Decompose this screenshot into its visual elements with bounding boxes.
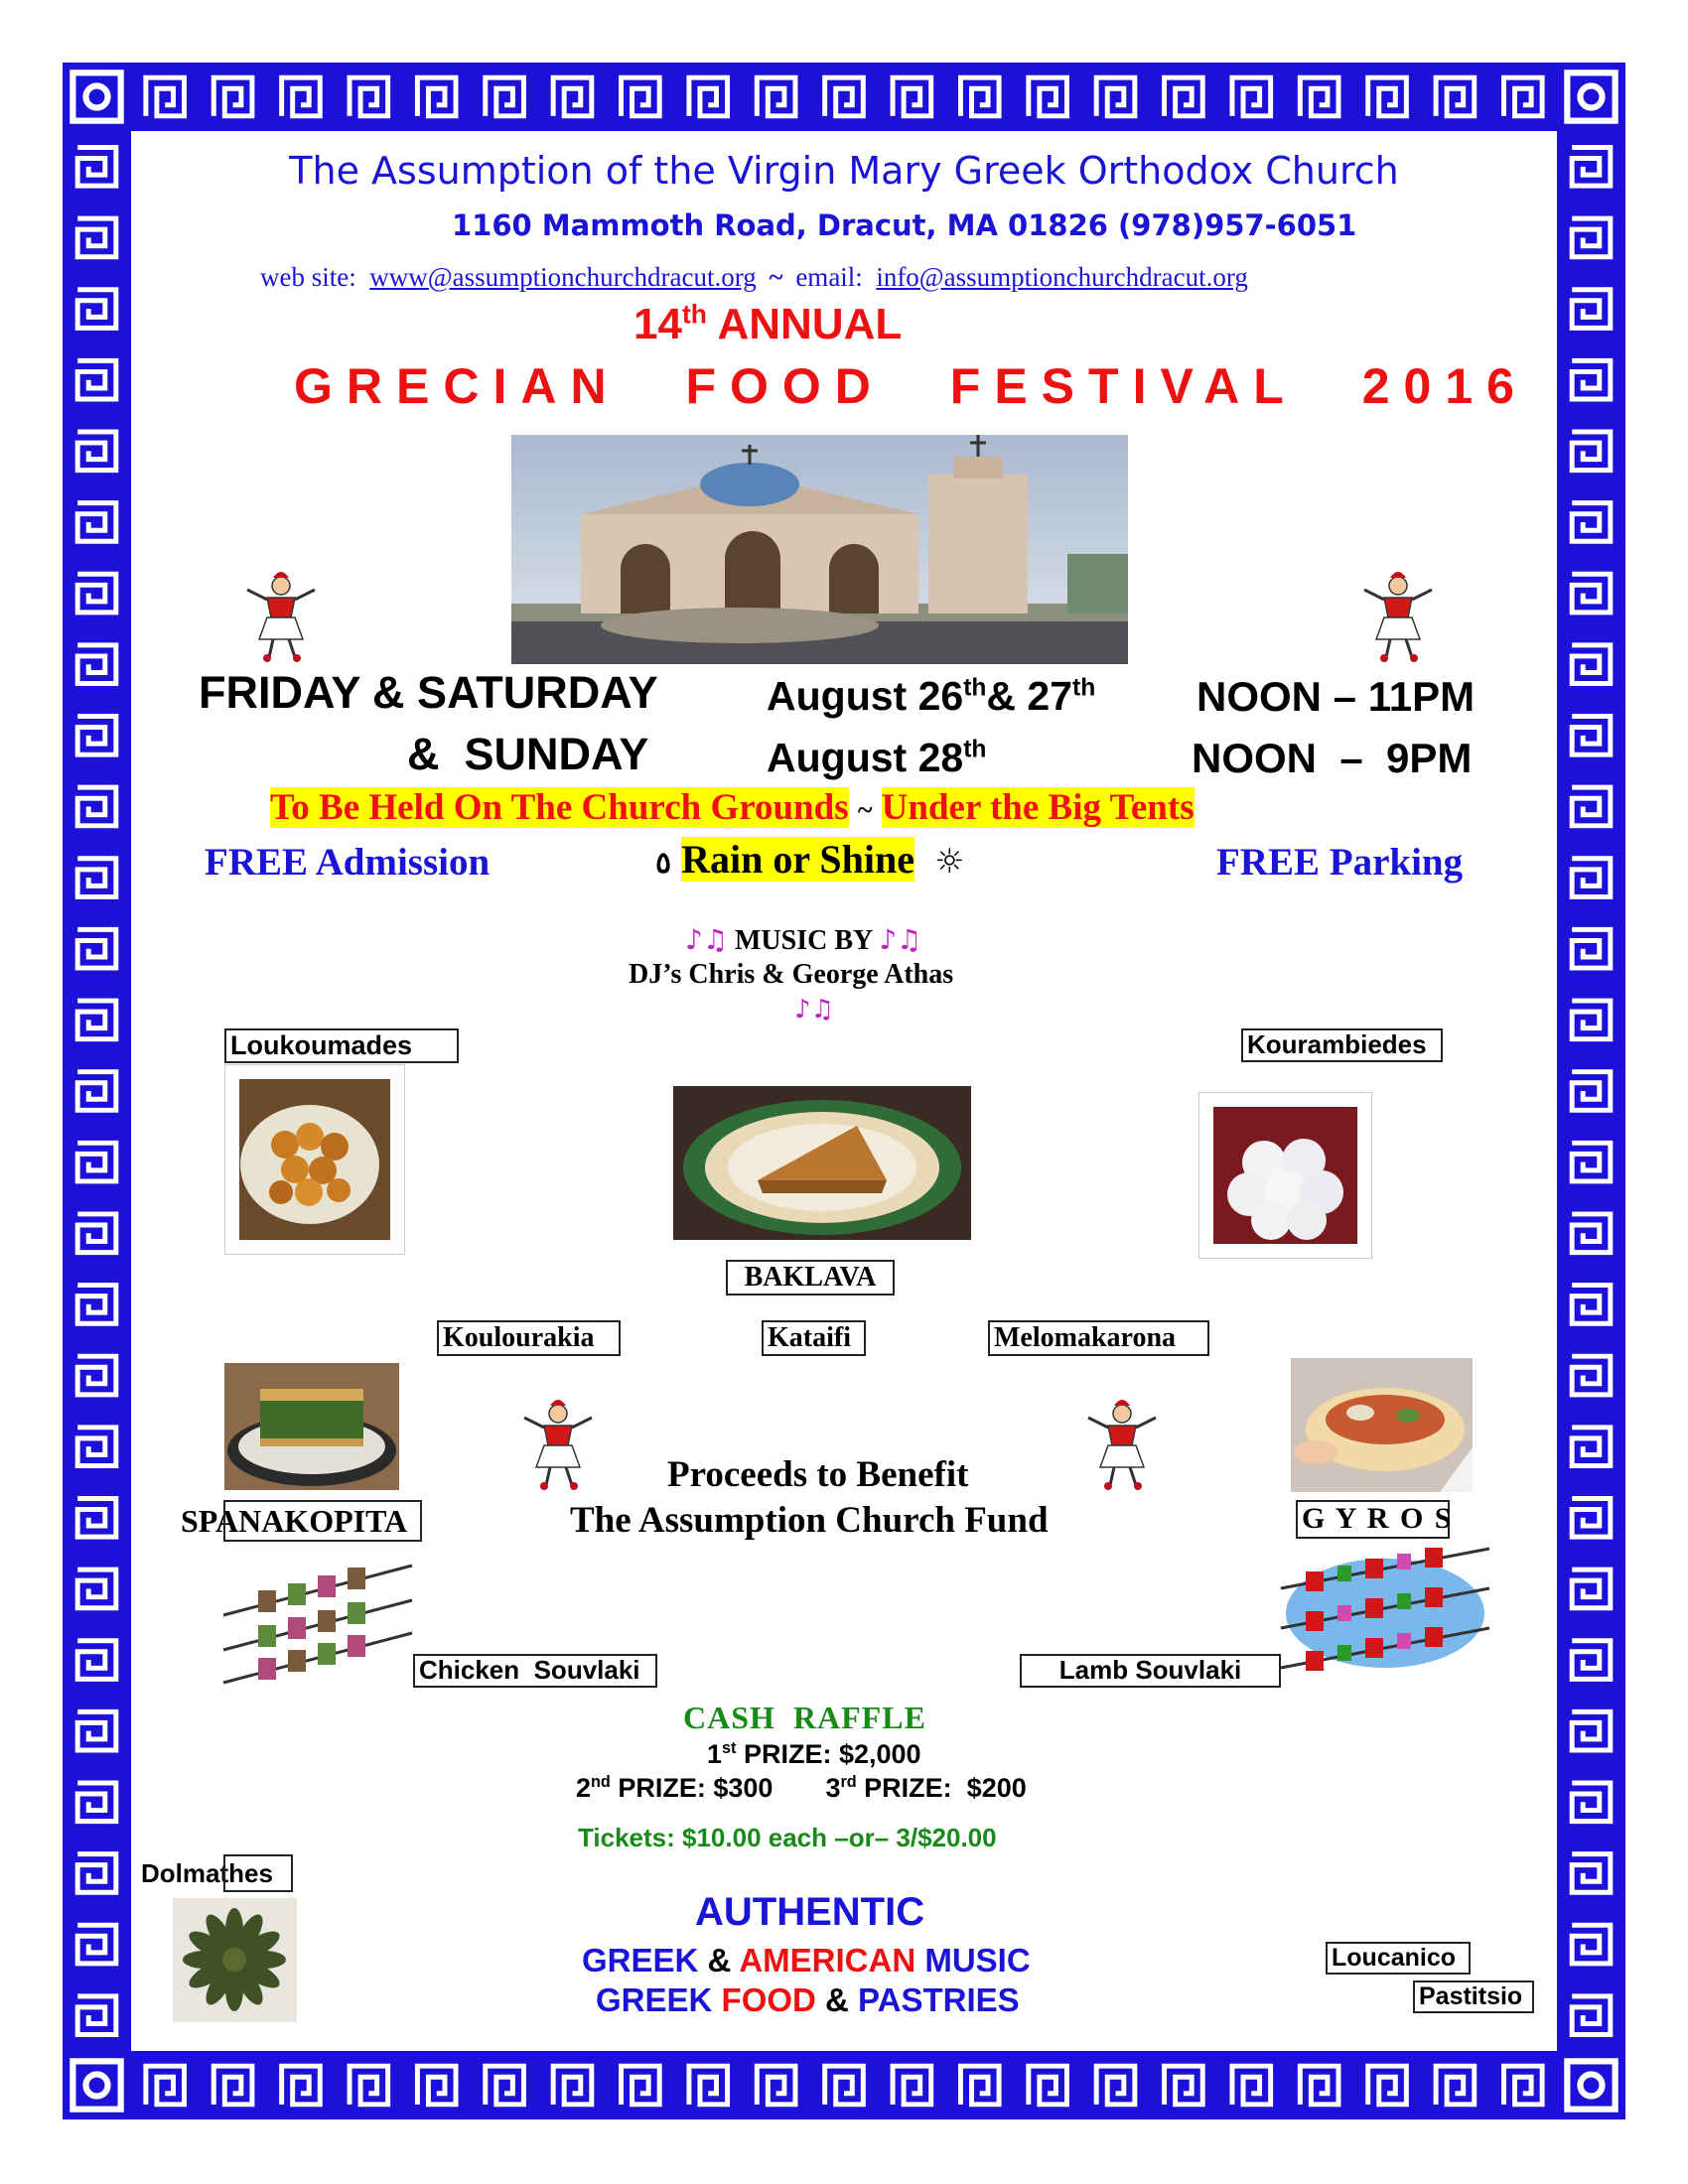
greek-key-tile [213,2066,252,2105]
greek-key-tile [1300,2066,1338,2105]
greek-key-tile [893,77,931,116]
greek-key-tile [77,1072,116,1111]
free-parking: FREE Parking [1216,841,1464,884]
website-label: web site: [260,262,356,292]
prize-text: PRIZE: $300 [618,1773,774,1803]
authentic-word: GREEK [582,1942,699,1979]
greek-key-tile [1029,2066,1067,2105]
authentic-word: PASTRIES [858,1981,1020,2018]
greek-key-tile [1572,1570,1611,1608]
greek-key-tile [1572,1143,1611,1181]
greek-key-tile [77,787,116,826]
greek-key-tile [350,77,388,116]
greek-key-tile [1232,2066,1271,2105]
greek-key-corner [1567,2061,1615,2109]
greek-key-tile [1300,77,1338,116]
festival-title: GRECIAN FOOD FESTIVAL 2016 [294,358,1528,414]
greek-key-tile [77,1925,116,1964]
greek-key-tile [689,2066,728,2105]
greek-key-tile [1572,290,1611,329]
greek-key-tile [1572,1641,1611,1680]
spanakopita-label-box [223,1500,422,1542]
greek-key-tile [77,1143,116,1181]
date-b: & 27 [986,673,1073,719]
prize-text: PRIZE: $2,000 [743,1739,921,1769]
baklava-photo [673,1086,971,1240]
annual-number: 14 [633,300,682,348]
free-admission: FREE Admission [205,841,491,884]
greek-key-tile [77,1498,116,1537]
greek-key-tile [1572,787,1611,826]
greek-key-tile [486,2066,524,2105]
schedule-hours-2: NOON – 9PM [1192,735,1473,781]
date-a: August 26 [767,673,964,719]
dolmathes-label-box [223,1854,293,1892]
greek-key-tile [1572,1498,1611,1537]
sun-icon: ☼ [934,842,965,882]
schedule-dates-2 [767,735,986,781]
greek-key-tile [1572,1214,1611,1253]
contact-separator: ~ [769,262,783,292]
greek-key-tile [77,1214,116,1253]
greek-key-tile [1572,1072,1611,1111]
dolmathes-label: Dolmathes [141,1858,273,1888]
greek-key-corner [1567,72,1615,120]
greek-key-tile [282,2066,321,2105]
authentic-line-1 [582,1942,1031,1979]
spanakopita-label: SPANAKOPITA [181,1503,408,1539]
greek-key-tile [1029,77,1067,116]
email-link[interactable]: info@assumptionchurchdracut.org [876,262,1248,292]
greek-key-tile [1572,1854,1611,1893]
prize-text: PRIZE: $200 [864,1773,1027,1803]
evzone-dancer-icon [1082,1396,1162,1490]
greek-key-tile [1572,1428,1611,1466]
greek-key-tile [282,77,321,116]
greek-key-tile [1572,218,1611,257]
church-address: 1160 Mammoth Road, Dracut, MA 01826 (978)957-6051 [452,208,1357,242]
greek-key-tile [825,2066,864,2105]
greek-key-tile [1572,645,1611,684]
greek-key-tile [1572,503,1611,542]
greek-key-tile [1436,77,1475,116]
greek-key-tile [960,77,999,116]
contact-line [260,262,1248,293]
raffle-second-third-prize [576,1773,1027,1804]
greek-key-corner [72,2061,120,2109]
greek-key-tile [1572,929,1611,968]
music-notes-icon: ♪♫ [685,923,728,956]
rain-or-shine-line [655,836,965,883]
greek-key-tile [77,929,116,968]
music-notes-icon: ♪♫ [794,995,834,1024]
loukoumades-photo [224,1064,405,1255]
authentic-word: AMERICAN [739,1942,916,1979]
evzone-dancer-icon [241,568,321,662]
website-link[interactable]: www@assumptionchurchdracut.org [369,262,757,292]
prize-ordinal: nd [591,1773,611,1791]
greek-key-tile [1572,1356,1611,1395]
baklava-label: BAKLAVA [726,1260,895,1296]
authentic-word: FOOD [721,1981,816,2018]
prize-ordinal: rd [840,1773,857,1791]
greek-key-tile [1232,77,1271,116]
greek-key-tile [1572,1783,1611,1822]
date-a-ordinal: th [963,674,987,702]
proceeds-line-1: Proceeds to Benefit [667,1454,969,1495]
greek-key-tile [213,77,252,116]
music-by [685,923,921,957]
greek-key-tile [1572,1996,1611,2035]
greek-key-tile [622,77,660,116]
greek-key-tile [77,1854,116,1893]
authentic-line-2 [596,1981,1020,2019]
spanakopita-photo [224,1363,399,1490]
authentic-word: & [825,1981,849,2018]
greek-key-tile [77,1570,116,1608]
raffle-tickets: Tickets: $10.00 each –or– 3/$20.00 [578,1823,997,1852]
loukoumades-label: Loukoumades [224,1028,459,1063]
music-label: MUSIC BY [734,925,873,956]
church-photo [511,435,1128,664]
greek-key-tile [1368,77,1407,116]
date-b-ordinal: th [1072,674,1096,702]
gyros-photo [1291,1358,1473,1492]
schedule-dates-1 [767,673,1095,720]
greek-key-tile [893,2066,931,2105]
greek-key-tile [77,1356,116,1395]
evzone-dancer-icon [518,1396,598,1490]
schedule-days-2: & SUNDAY [407,729,649,779]
greek-key-tile [689,77,728,116]
kourambiedes-label: Kourambiedes [1241,1028,1443,1062]
location-tents: Under the Big Tents [881,787,1195,828]
greek-key-tile [622,2066,660,2105]
greek-key-tile [1165,77,1203,116]
evzone-dancer-icon [1358,568,1438,662]
greek-key-tile [77,503,116,542]
greek-key-tile [553,2066,592,2105]
greek-key-corner [72,72,120,120]
loucanico-label: Loucanico [1326,1942,1471,1975]
kourambiedes-photo [1198,1092,1372,1259]
proceeds-line-2: The Assumption Church Fund [570,1500,1049,1541]
lamb-souvlaki-image [1276,1544,1494,1683]
greek-key-tile [1096,2066,1135,2105]
greek-key-tile [417,2066,456,2105]
greek-key-tile [553,77,592,116]
email-label: email: [795,262,863,292]
greek-key-tile [1572,1286,1611,1324]
greek-key-tile [146,77,185,116]
prize-number: 1 [707,1739,723,1769]
greek-key-tile [1572,717,1611,755]
location-separator: ~ [857,795,873,826]
location-grounds: To Be Held On The Church Grounds [270,787,849,828]
greek-key-tile [77,717,116,755]
greek-key-tile [486,77,524,116]
greek-key-tile [77,1001,116,1039]
schedule-hours-1: NOON – 11PM [1196,673,1476,720]
greek-key-tile [77,1783,116,1822]
authentic-word: & [707,1942,732,1979]
koulourakia-label: Koulourakia [437,1320,621,1356]
greek-key-tile [1572,1001,1611,1039]
rain-icon: ٥ [655,847,672,880]
greek-key-tile [146,2066,185,2105]
pastitsio-label: Pastitsio [1413,1980,1534,2013]
greek-key-tile [77,218,116,257]
prize-ordinal: st [722,1739,737,1757]
greek-key-tile [77,1711,116,1750]
greek-key-tile [1503,2066,1542,2105]
authentic-title: AUTHENTIC [695,1890,925,1934]
dolmathes-image [173,1898,297,2022]
greek-key-tile [77,1286,116,1324]
melomakarona-label: Melomakarona [988,1320,1209,1356]
greek-key-tile [1165,2066,1203,2105]
chicken-souvlaki-image [218,1556,417,1685]
greek-key-tile [77,645,116,684]
rain-or-shine: Rain or Shine [681,837,915,882]
greek-key-tile [77,1996,116,2035]
authentic-word: MUSIC [924,1942,1031,1979]
prize-number: 2 [576,1773,592,1803]
greek-key-tile [757,2066,795,2105]
lamb-souvlaki-label: Lamb Souvlaki [1020,1654,1281,1688]
greek-key-tile [77,1641,116,1680]
schedule-days-1: FRIDAY & SATURDAY [199,667,658,718]
greek-key-tile [757,77,795,116]
church-name: The Assumption of the Virgin Mary Greek Orthodox Church [289,149,1399,193]
greek-key-tile [77,432,116,471]
gyros-label: G Y R O S [1296,1500,1450,1539]
greek-key-tile [1572,1925,1611,1964]
greek-key-tile [1503,77,1542,116]
annual-ordinal: th [681,299,707,330]
greek-key-tile [77,859,116,897]
greek-key-tile [77,290,116,329]
greek-key-tile [1096,77,1135,116]
greek-key-tile [1572,574,1611,613]
greek-key-tile [350,2066,388,2105]
date-a: August 28 [767,735,964,780]
annual-title [633,300,902,349]
greek-key-tile [960,2066,999,2105]
greek-key-tile [1572,360,1611,399]
greek-key-tile [1572,1711,1611,1750]
greek-key-tile [1368,2066,1407,2105]
greek-key-tile [1572,432,1611,471]
music-djs: DJ’s Chris & George Athas [629,959,954,990]
prize-number: 3 [825,1773,841,1803]
raffle-title: CASH RAFFLE [683,1700,926,1735]
chicken-souvlaki-label: Chicken Souvlaki [413,1654,657,1688]
authentic-word: GREEK [596,1981,713,2018]
greek-key-tile [417,77,456,116]
greek-key-tile [77,574,116,613]
greek-key-tile [825,77,864,116]
annual-word: ANNUAL [717,300,903,348]
kataifi-label: Kataifi [762,1320,866,1356]
raffle-first-prize [707,1739,921,1770]
location-line [270,786,1195,829]
date-a-ordinal: th [963,736,987,763]
music-notes-icon: ♪♫ [879,923,922,956]
greek-key-tile [77,1428,116,1466]
greek-key-tile [1436,2066,1475,2105]
greek-key-tile [1572,859,1611,897]
greek-key-tile [77,360,116,399]
